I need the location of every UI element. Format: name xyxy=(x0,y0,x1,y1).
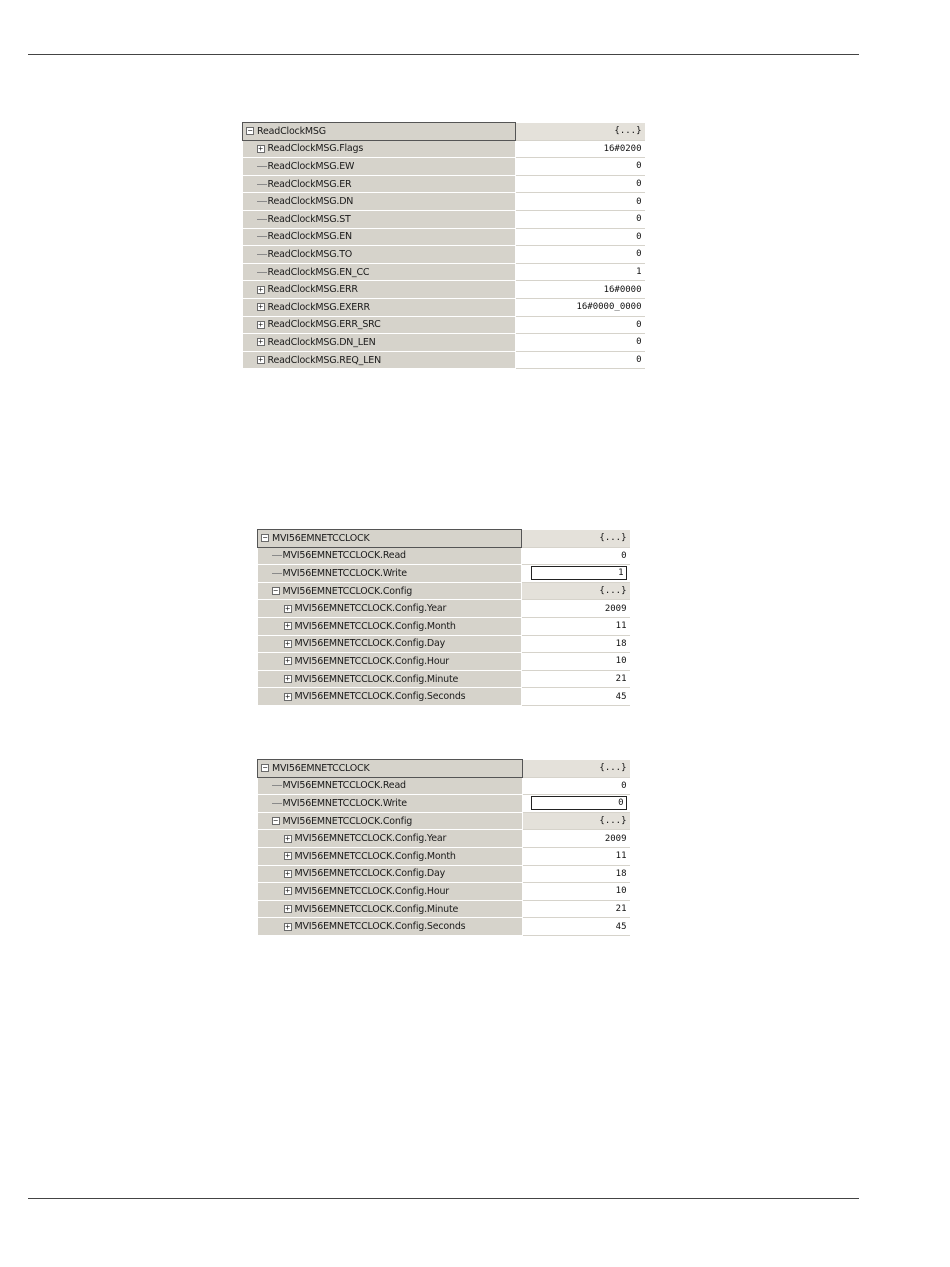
tag-row[interactable] xyxy=(258,617,630,635)
tag-value: 11 xyxy=(615,851,627,862)
tag-name-label: ReadClockMSG.TO xyxy=(267,248,353,260)
tag-name-label: MVI56EMNETCCLOCK.Config.Hour xyxy=(294,885,450,897)
tag-name-label: MVI56EMNETCCLOCK.Config.Month xyxy=(294,850,456,862)
tag-name-cell[interactable] xyxy=(258,653,522,671)
tag-name-label: ReadClockMSG.ERR xyxy=(267,284,358,296)
tag-name-cell[interactable] xyxy=(258,777,523,795)
tag-value: {...} xyxy=(599,763,627,774)
expand-icon[interactable]: + xyxy=(285,833,290,843)
tag-name-cell[interactable] xyxy=(258,812,523,830)
expand-icon[interactable]: + xyxy=(285,868,290,878)
tag-row[interactable] xyxy=(258,565,630,583)
tag-name-cell[interactable] xyxy=(243,228,516,246)
tag-value-cell[interactable] xyxy=(522,530,630,548)
tag-name-cell[interactable] xyxy=(243,263,516,281)
expand-icon[interactable]: + xyxy=(258,284,263,294)
tag-name-label: MVI56EMNETCCLOCK.Config.Seconds xyxy=(294,691,466,703)
tag-name-label: MVI56EMNETCCLOCK.Config xyxy=(282,585,413,597)
expand-icon[interactable]: + xyxy=(285,638,290,648)
tag-row[interactable] xyxy=(258,670,630,688)
tag-value: 1 xyxy=(636,267,642,278)
tag-name-label: ReadClockMSG.EN_CC xyxy=(267,266,370,278)
tag-name-cell[interactable] xyxy=(258,847,523,865)
tag-name-label: ReadClockMSG.Flags xyxy=(267,143,364,155)
tag-row[interactable] xyxy=(258,900,630,918)
tag-value-cell[interactable] xyxy=(522,688,630,706)
tag-row[interactable] xyxy=(243,334,645,352)
tag-name-cell[interactable] xyxy=(243,281,516,299)
expand-icon[interactable]: + xyxy=(258,143,263,153)
tag-name-label: ReadClockMSG.ST xyxy=(267,213,351,225)
tag-value-cell[interactable] xyxy=(516,193,645,211)
tag-value: 10 xyxy=(615,656,627,667)
tag-name-cell[interactable] xyxy=(243,351,516,369)
tag-name-label: ReadClockMSG xyxy=(257,125,326,137)
expand-icon[interactable]: + xyxy=(258,302,263,312)
tag-value-cell[interactable] xyxy=(516,175,645,193)
tag-value: 0 xyxy=(621,780,627,791)
tag-value-cell[interactable] xyxy=(523,900,630,918)
tag-value-cell[interactable] xyxy=(522,635,630,653)
tag-value-cell[interactable] xyxy=(516,334,645,352)
tag-row[interactable] xyxy=(243,158,645,176)
tag-row[interactable] xyxy=(243,175,645,193)
tag-value: 10 xyxy=(615,886,627,897)
tag-value-cell[interactable] xyxy=(523,812,630,830)
tag-value: 0 xyxy=(636,161,642,172)
tag-row[interactable] xyxy=(243,193,645,211)
tag-name-label: MVI56EMNETCCLOCK.Config.Hour xyxy=(294,655,450,667)
tag-value-cell[interactable] xyxy=(516,158,645,176)
tag-row[interactable] xyxy=(258,865,630,883)
tag-value: 21 xyxy=(615,904,627,915)
tag-value: 0 xyxy=(636,355,642,366)
tag-name-label: MVI56EMNETCCLOCK.Config.Seconds xyxy=(294,921,466,933)
tag-name-cell[interactable] xyxy=(243,298,516,316)
tag-row[interactable] xyxy=(243,263,645,281)
tag-row[interactable] xyxy=(243,123,645,141)
tree-branch-line xyxy=(272,803,282,804)
clock-tag-table-before xyxy=(257,529,630,706)
tag-value: {...} xyxy=(599,816,627,827)
tag-row[interactable] xyxy=(243,351,645,369)
tag-value: {...} xyxy=(599,533,627,544)
tag-row[interactable] xyxy=(243,246,645,264)
tree-branch-line xyxy=(257,254,267,255)
tag-name-label: ReadClockMSG.DN_LEN xyxy=(267,336,376,348)
tag-row[interactable] xyxy=(258,830,630,848)
expand-icon[interactable]: + xyxy=(285,691,290,701)
tag-value-cell[interactable] xyxy=(522,653,630,671)
collapse-icon[interactable]: − xyxy=(247,126,253,136)
expand-icon[interactable]: + xyxy=(258,355,263,365)
tag-value-cell[interactable] xyxy=(523,760,630,778)
tag-row[interactable] xyxy=(243,228,645,246)
tag-name-cell[interactable] xyxy=(243,123,516,141)
tag-row[interactable] xyxy=(258,600,630,618)
tree-branch-line xyxy=(257,272,267,273)
tag-value-cell[interactable] xyxy=(523,883,630,901)
bottom-rule xyxy=(28,1198,859,1199)
tag-row[interactable] xyxy=(258,688,630,706)
tag-row[interactable] xyxy=(243,210,645,228)
tag-value-cell[interactable] xyxy=(522,617,630,635)
tag-name-cell[interactable] xyxy=(258,760,523,778)
tag-row[interactable] xyxy=(258,653,630,671)
expand-icon[interactable]: + xyxy=(285,904,290,914)
expand-icon[interactable]: + xyxy=(285,603,290,613)
tag-value: 0 xyxy=(636,214,642,225)
tag-value-cell[interactable] xyxy=(516,123,645,141)
tag-name-cell[interactable] xyxy=(258,918,523,936)
tag-name-label: MVI56EMNETCCLOCK xyxy=(272,762,370,774)
tree-branch-line xyxy=(272,573,282,574)
tag-value-cell[interactable] xyxy=(522,582,630,600)
tag-name-cell[interactable] xyxy=(258,865,523,883)
tag-value: 0 xyxy=(636,231,642,242)
tag-value-cell[interactable] xyxy=(523,830,630,848)
tag-name-label: MVI56EMNETCCLOCK.Config.Month xyxy=(294,620,456,632)
tag-name-label: MVI56EMNETCCLOCK.Config.Day xyxy=(294,868,446,880)
tag-value-cell[interactable] xyxy=(516,263,645,281)
tag-row[interactable] xyxy=(258,760,630,778)
tag-name-cell[interactable] xyxy=(258,582,522,600)
tag-value: 16#0200 xyxy=(603,143,642,154)
tag-name-label: ReadClockMSG.EN xyxy=(267,231,352,243)
tag-name-cell[interactable] xyxy=(258,600,522,618)
tag-name-cell[interactable] xyxy=(258,900,523,918)
tag-name-cell[interactable] xyxy=(243,193,516,211)
tag-value: 0 xyxy=(636,249,642,260)
expand-icon[interactable]: + xyxy=(285,851,290,861)
tag-name-label: ReadClockMSG.DN xyxy=(267,196,354,208)
expand-icon[interactable]: + xyxy=(285,886,290,896)
tag-name-cell[interactable] xyxy=(243,334,516,352)
tag-name-cell[interactable] xyxy=(258,670,522,688)
tag-row[interactable] xyxy=(243,316,645,334)
tag-row[interactable] xyxy=(243,281,645,299)
tag-name-cell[interactable] xyxy=(258,688,522,706)
tag-value: 18 xyxy=(615,638,627,649)
tag-name-cell[interactable] xyxy=(258,795,523,813)
tag-row[interactable] xyxy=(258,883,630,901)
tag-row[interactable] xyxy=(258,847,630,865)
tag-value: 2009 xyxy=(604,603,627,614)
readclockmsg-tag-table xyxy=(242,122,645,369)
tag-value-cell[interactable] xyxy=(523,795,630,813)
tag-name-label: MVI56EMNETCCLOCK.Config.Day xyxy=(294,638,446,650)
collapse-icon[interactable]: − xyxy=(262,763,268,773)
tree-branch-line xyxy=(272,555,282,556)
tag-name-label: MVI56EMNETCCLOCK.Read xyxy=(282,550,406,562)
tag-name-cell[interactable] xyxy=(243,210,516,228)
tag-name-cell[interactable] xyxy=(243,140,516,158)
tag-value-cell[interactable] xyxy=(523,777,630,795)
tag-name-cell[interactable] xyxy=(258,883,523,901)
tag-value-cell[interactable] xyxy=(516,140,645,158)
expand-icon[interactable]: + xyxy=(285,656,290,666)
tag-row[interactable] xyxy=(258,812,630,830)
tag-name-label: ReadClockMSG.ERR_SRC xyxy=(267,319,381,331)
tag-value-cell[interactable] xyxy=(516,316,645,334)
top-rule xyxy=(28,54,859,55)
value-edit-field[interactable]: 0 xyxy=(531,796,627,810)
tag-row[interactable] xyxy=(258,547,630,565)
tag-row[interactable] xyxy=(258,777,630,795)
tag-name-cell[interactable] xyxy=(258,565,522,583)
tag-row[interactable] xyxy=(258,582,630,600)
tag-name-label: MVI56EMNETCCLOCK.Write xyxy=(282,567,407,579)
tag-value-cell[interactable] xyxy=(516,351,645,369)
tag-value: 16#0000 xyxy=(603,284,642,295)
collapse-icon[interactable]: − xyxy=(273,586,278,596)
tag-value: {...} xyxy=(614,126,642,137)
tag-value: 21 xyxy=(615,674,627,685)
tree-branch-line xyxy=(272,785,282,786)
tag-value-cell[interactable] xyxy=(516,210,645,228)
tag-name-label: MVI56EMNETCCLOCK.Config.Year xyxy=(294,833,447,845)
tag-value-cell[interactable] xyxy=(522,565,630,583)
tag-name-label: MVI56EMNETCCLOCK.Config.Minute xyxy=(294,903,459,915)
tag-value: 2009 xyxy=(604,833,627,844)
tag-value-cell[interactable] xyxy=(522,600,630,618)
tag-name-cell[interactable] xyxy=(258,635,522,653)
collapse-icon[interactable]: − xyxy=(262,533,268,543)
tag-value: 45 xyxy=(615,691,627,702)
tag-value: 18 xyxy=(615,868,627,879)
tree-branch-line xyxy=(257,236,267,237)
tag-value-cell[interactable] xyxy=(523,865,630,883)
expand-icon[interactable]: + xyxy=(285,674,290,684)
tag-name-label: ReadClockMSG.EXERR xyxy=(267,301,370,313)
tag-name-label: MVI56EMNETCCLOCK.Write xyxy=(282,797,407,809)
tree-branch-line xyxy=(257,219,267,220)
tag-row[interactable] xyxy=(258,530,630,548)
tag-name-label: MVI56EMNETCCLOCK.Read xyxy=(282,780,406,792)
tag-name-cell[interactable] xyxy=(258,617,522,635)
tag-name-cell[interactable] xyxy=(258,547,522,565)
expand-icon[interactable]: + xyxy=(258,337,263,347)
tag-value: 0 xyxy=(636,196,642,207)
tag-name-cell[interactable] xyxy=(258,530,522,548)
tag-value: 0 xyxy=(636,337,642,348)
tag-value: 0 xyxy=(636,179,642,190)
tag-name-label: MVI56EMNETCCLOCK.Config xyxy=(282,815,413,827)
tag-value: 0 xyxy=(621,550,627,561)
tag-value: 45 xyxy=(615,921,627,932)
tag-name-label: MVI56EMNETCCLOCK xyxy=(272,532,370,544)
tag-value-cell[interactable] xyxy=(516,281,645,299)
tag-value-cell[interactable] xyxy=(523,918,630,936)
tag-value-cell[interactable] xyxy=(522,670,630,688)
tag-value-cell[interactable] xyxy=(516,246,645,264)
tag-value-cell[interactable] xyxy=(516,228,645,246)
tree-branch-line xyxy=(257,184,267,185)
tag-name-cell[interactable] xyxy=(258,830,523,848)
tag-name-label: MVI56EMNETCCLOCK.Config.Year xyxy=(294,603,447,615)
tag-name-label: ReadClockMSG.ER xyxy=(267,178,352,190)
tree-branch-line xyxy=(257,166,267,167)
expand-icon[interactable]: + xyxy=(258,319,263,329)
clock-tag-table-after xyxy=(257,759,630,936)
tree-branch-line xyxy=(257,201,267,202)
value-edit-field[interactable]: 1 xyxy=(531,566,627,580)
tag-name-label: MVI56EMNETCCLOCK.Config.Minute xyxy=(294,673,459,685)
tag-value-cell[interactable] xyxy=(523,847,630,865)
tag-value: 16#0000_0000 xyxy=(576,302,642,313)
collapse-icon[interactable]: − xyxy=(273,816,278,826)
tag-value-cell[interactable] xyxy=(516,298,645,316)
expand-icon[interactable]: + xyxy=(285,921,290,931)
tag-row[interactable] xyxy=(258,795,630,813)
tag-name-cell[interactable] xyxy=(243,246,516,264)
expand-icon[interactable]: + xyxy=(285,621,290,631)
tag-name-label: ReadClockMSG.EW xyxy=(267,160,355,172)
tag-name-cell[interactable] xyxy=(243,316,516,334)
tag-value: 11 xyxy=(615,621,627,632)
tag-row[interactable] xyxy=(258,635,630,653)
tag-value: {...} xyxy=(599,586,627,597)
tag-name-cell[interactable] xyxy=(243,158,516,176)
tag-value: 0 xyxy=(636,319,642,330)
tag-name-cell[interactable] xyxy=(243,175,516,193)
tag-row[interactable] xyxy=(243,298,645,316)
tag-row[interactable] xyxy=(243,140,645,158)
tag-name-label: ReadClockMSG.REQ_LEN xyxy=(267,354,382,366)
tag-value-cell[interactable] xyxy=(522,547,630,565)
tag-row[interactable] xyxy=(258,918,630,936)
